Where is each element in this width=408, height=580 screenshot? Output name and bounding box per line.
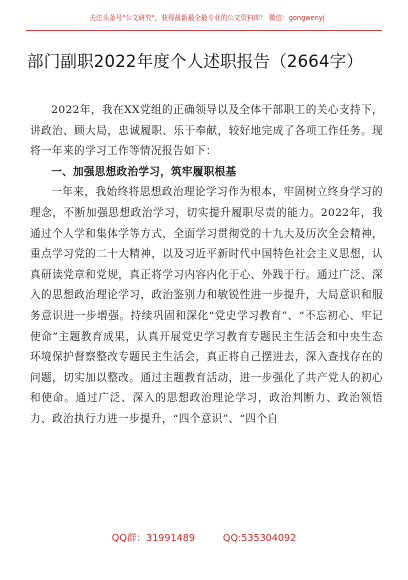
intro-paragraph: 2022年，我在XX党组的正确领导以及全体干部职工的关心支持下，讲政治、顾大局，忠诚履职、乐于奉献，较好地完成了各项工作任务。现将一年来的学习工作等情况报告如下： <box>30 104 383 158</box>
section-paragraph: 一年来，我始终将思想政治理论学习作为根本，牢固树立终身学习的理念，不断加强思想政治学习，切实提升履职尽责的能力。2022年，我通过个人学和集体学等方式，全面学习贯彻党的十九大及历次全会精神，重点学习党的二十大精神，以及习近平新时代中国特色社会主义思想，认真研读党章和党规，真正将学习内容内化于心、外践于行。通过广泛、深入的思想政治理论学习，政治鉴别力和敏锐性进一步提升，大局意识和服务意识进一步增强。持续巩固和深化“党史学习教育”、“不忘初心、牢记使命”主题教育成果，认真开展党史学习教育专题民主生活会和中央生态环境保护督察整改专题民主生活会，真正将自己摆进去，深入查找存在的问题，切实加以整改。通过主题教育活动，进一步强化了共产党人的初心和使命。通过广泛、深入的思想政治理论学习，政治判断力、政治领悟力、政治执行力进一步提升，“四个意识”、“四个自 <box>30 186 383 425</box>
footer-qq-group: QQ群：31991489 <box>111 533 195 544</box>
footer-qq: QQ:535304092 <box>222 533 297 544</box>
footer-contact <box>0 533 408 545</box>
document-title: 部门副职2022年度个人述职报告（2664字） <box>27 52 364 71</box>
section-heading: 一、加强思想政治学习，筑牢履职根基 <box>51 165 237 178</box>
document-body <box>30 100 383 430</box>
header-banner: 关注头条号"公文研究"，获得最新最全最专业的公文资料库！ 微信：gongwenyj <box>89 14 325 22</box>
header-divider <box>26 30 382 31</box>
